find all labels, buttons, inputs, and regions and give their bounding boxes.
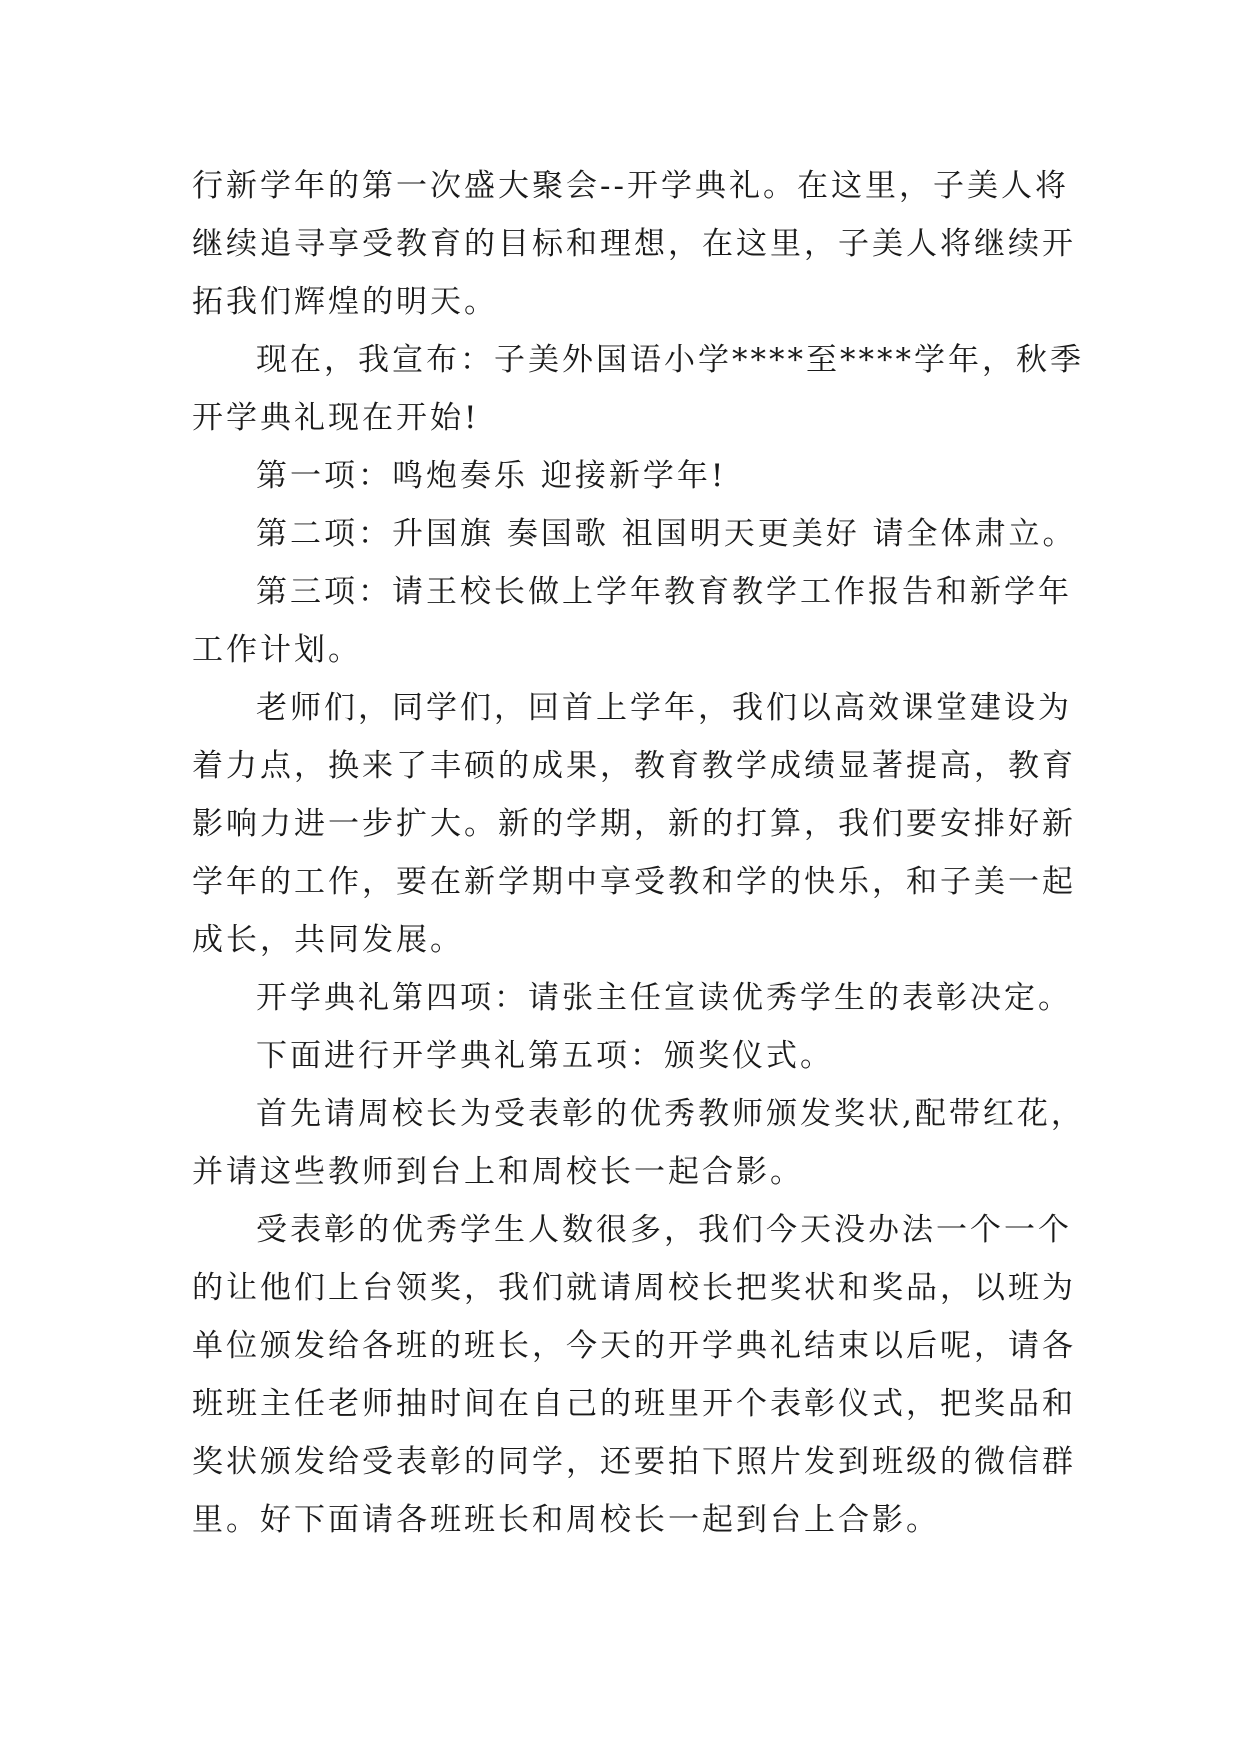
text-line: 并请这些教师到台上和周校长一起合影。 [192, 1154, 804, 1190]
text-line: 第三项：请王校长做上学年教育教学工作报告和新学年 [256, 574, 1072, 610]
text-line: 开学典礼第四项：请张主任宣读优秀学生的表彰决定。 [256, 980, 1072, 1016]
text-line: 首先请周校长为受表彰的优秀教师颁发奖状,配带红花， [256, 1096, 1085, 1132]
text-line: 着力点，换来了丰硕的成果，教育教学成绩显著提高，教育 [192, 748, 1076, 784]
text-line: 工作计划。 [192, 632, 362, 668]
text-line: 奖状颁发给受表彰的同学，还要拍下照片发到班级的微信群 [192, 1444, 1076, 1480]
text-line: 拓我们辉煌的明天。 [192, 284, 498, 320]
text-line: 的让他们上台领奖，我们就请周校长把奖状和奖品，以班为 [192, 1270, 1076, 1306]
text-line: 行新学年的第一次盛大聚会--开学典礼。在这里，子美人将 [192, 168, 1069, 204]
text-line: 受表彰的优秀学生人数很多，我们今天没办法一个一个 [256, 1212, 1072, 1248]
text-line: 现在，我宣布：子美外国语小学****至****学年，秋季 [256, 342, 1084, 378]
text-line: 开学典礼现在开始! [192, 400, 480, 436]
text-line: 单位颁发给各班的班长，今天的开学典礼结束以后呢，请各 [192, 1328, 1076, 1364]
text-line: 老师们，同学们，回首上学年，我们以高效课堂建设为 [256, 690, 1072, 726]
text-line: 继续追寻享受教育的目标和理想，在这里，子美人将继续开 [192, 226, 1076, 262]
text-line: 第一项：鸣炮奏乐 迎接新学年! [256, 458, 727, 494]
text-line: 学年的工作，要在新学期中享受教和学的快乐，和子美一起 [192, 864, 1076, 900]
text-line: 下面进行开学典礼第五项：颁奖仪式。 [256, 1038, 834, 1074]
text-line: 影响力进一步扩大。新的学期，新的打算，我们要安排好新 [192, 806, 1076, 842]
text-line: 班班主任老师抽时间在自己的班里开个表彰仪式，把奖品和 [192, 1386, 1076, 1422]
text-line: 里。好下面请各班班长和周校长一起到台上合影。 [192, 1502, 940, 1538]
text-line: 第二项：升国旗 奏国歌 祖国明天更美好 请全体肃立。 [256, 516, 1077, 552]
text-line: 成长，共同发展。 [192, 922, 464, 958]
